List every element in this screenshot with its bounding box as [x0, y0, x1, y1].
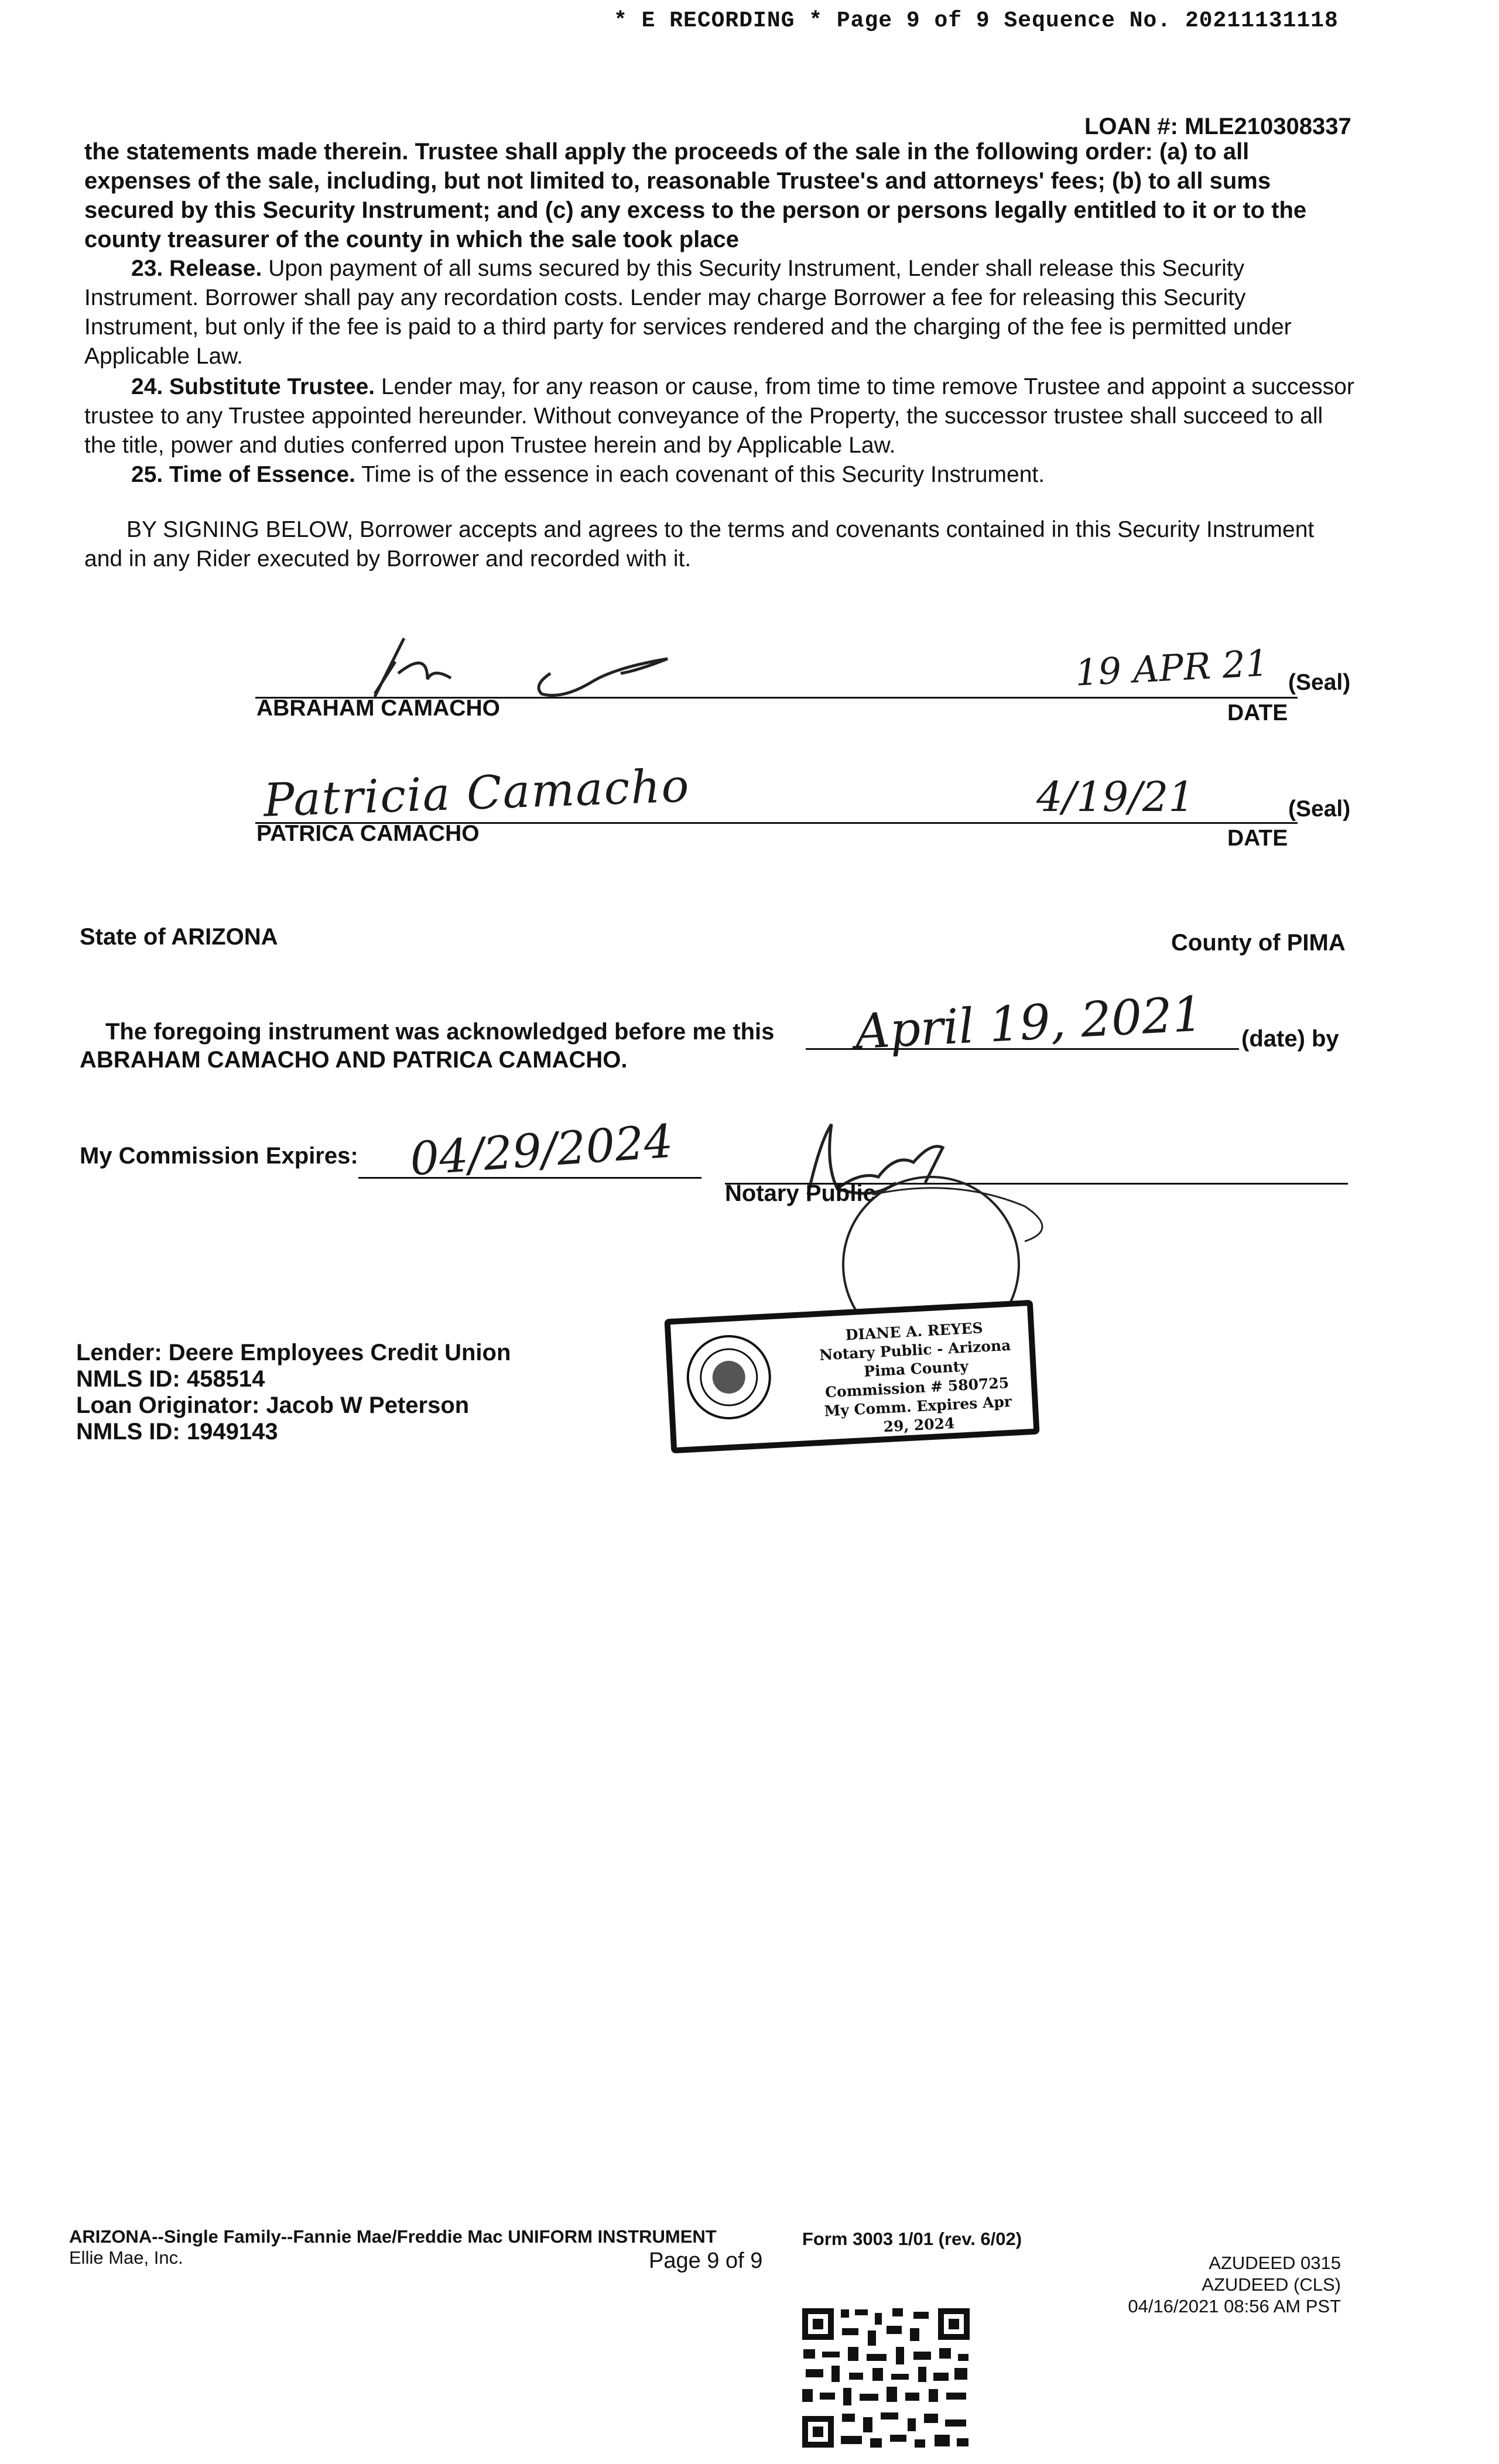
stamp-notary-name: DIANE A. REYES — [845, 1319, 984, 1344]
borrower1-name: ABRAHAM CAMACHO — [256, 696, 500, 721]
acknowledged-date-by: (date) by — [1241, 1026, 1339, 1052]
paragraph-23-heading: 23. Release. — [131, 256, 262, 281]
signing-statement: BY SIGNING BELOW, Borrower accepts and agrees to the terms and covenants contained in this Security Instrument and in any Rider executed by Borrower and recorded with it. — [84, 517, 1315, 571]
lender-name: Lender: Deere Employees Credit Union — [76, 1340, 511, 1366]
borrower2-date-label: DATE — [1227, 826, 1288, 851]
footer-code-2: AZUDEED (CLS) — [1202, 2274, 1341, 2295]
loan-originator: Loan Originator: Jacob W Peterson — [76, 1392, 470, 1418]
stamp-notary-title: Notary Public - Arizona — [819, 1336, 1012, 1364]
seal-of-arizona-icon — [683, 1331, 775, 1423]
notary-stamp — [664, 1300, 1039, 1454]
borrower2-name: PATRICA CAMACHO — [256, 821, 480, 846]
lender-nmls: NMLS ID: 458514 — [76, 1366, 265, 1392]
stamp-county: Pima County — [863, 1357, 969, 1380]
notary-public-label: Notary Public — [725, 1180, 876, 1206]
footer-vendor: Ellie Mae, Inc. — [69, 2247, 183, 2268]
lender-info — [76, 1340, 511, 1445]
stamp-commission-number: Commission # 580725 — [824, 1374, 1009, 1401]
notary-county: County of PIMA — [1171, 930, 1346, 956]
footer-form-number: Form 3003 1/01 (rev. 6/02) — [802, 2229, 1022, 2249]
loan-number: LOAN #: MLE210308337 — [1084, 114, 1351, 139]
commission-line — [358, 1177, 701, 1179]
footer-form-title: ARIZONA--Single Family--Fannie Mae/Freddie Mac UNIFORM INSTRUMENT — [69, 2226, 717, 2247]
acknowledged-date-line — [806, 1048, 1239, 1050]
footer-timestamp: 04/16/2021 08:56 AM PST — [1128, 2296, 1341, 2316]
paragraph-24 — [84, 372, 1358, 460]
notary-state: State of ARIZONA — [80, 924, 278, 950]
recording-banner: * E RECORDING * Page 9 of 9 Sequence No. 20211131118 — [614, 8, 1339, 33]
paragraph-24-heading: 24. Substitute Trustee. — [131, 374, 375, 399]
paragraph-25-heading: 25. Time of Essence. — [131, 462, 355, 487]
footer-codes — [1101, 2252, 1341, 2317]
borrower1-date-handwritten: 19 APR 21 — [1074, 641, 1270, 694]
paragraph-23 — [84, 254, 1358, 371]
originator-nmls: NMLS ID: 1949143 — [76, 1419, 278, 1445]
borrower2-seal: (Seal) — [1288, 796, 1351, 822]
stamp-expiration: My Comm. Expires Apr 29, 2024 — [823, 1392, 1012, 1436]
borrower2-date-handwritten: 4/19/21 — [1036, 773, 1195, 821]
acknowledged-names: ABRAHAM CAMACHO AND PATRICA CAMACHO. — [80, 1047, 628, 1073]
acknowledged-text: The foregoing instrument was acknowledged before me this — [105, 1019, 775, 1045]
footer-page-number: Page 9 of 9 — [649, 2249, 763, 2273]
footer-code-1: AZUDEED 0315 — [1209, 2253, 1341, 2273]
acknowledged-date-handwritten: April 19, 2021 — [853, 986, 1204, 1060]
commission-date-handwritten: 04/29/2024 — [408, 1115, 675, 1186]
borrower2-signature: Patricia Camacho — [262, 759, 691, 827]
paragraph-24-text: Lender may, for any reason or cause, from time to time remove Trustee and appoint a successor trustee to any Trustee appointed hereunder. Without conveyance of the Property, the successor trustee shall succeed to all the title, power and duties conferred upon Trustee herein and by Applicable Law. — [84, 374, 1354, 458]
paragraph-23-text: Upon payment of all sums secured by this Security Instrument, Lender shall release this Security Instrument. Borrower shall pay any recordation costs. Lender may charge Borrower a fee for releasing this Security Instrument, but only if the fee is paid to a third party for services rendered and the charging of the fee is permitted under Applicable Law. — [84, 256, 1292, 369]
borrower1-date-label: DATE — [1227, 700, 1288, 725]
paragraph-25-text: Time is of the essence in each covenant of this Security Instrument. — [361, 462, 1045, 487]
borrower1-seal: (Seal) — [1288, 670, 1351, 695]
paragraph-22-continued: the statements made therein. Trustee shall apply the proceeds of the sale in the following order: (a) to all expenses of the sale, including, but not limited to, reasonable Trustee's and attorneys' fees; (b) to all sums secured by this Security Instrument; and (c) any excess to the person or persons legally entitled to it or to the county treasurer of the county in which the sale took place — [84, 139, 1307, 252]
stamp-text — [806, 1317, 1028, 1440]
paragraph-25 — [84, 460, 1358, 490]
barcode-icon — [799, 2305, 973, 2451]
commission-label: My Commission Expires: — [80, 1143, 358, 1169]
